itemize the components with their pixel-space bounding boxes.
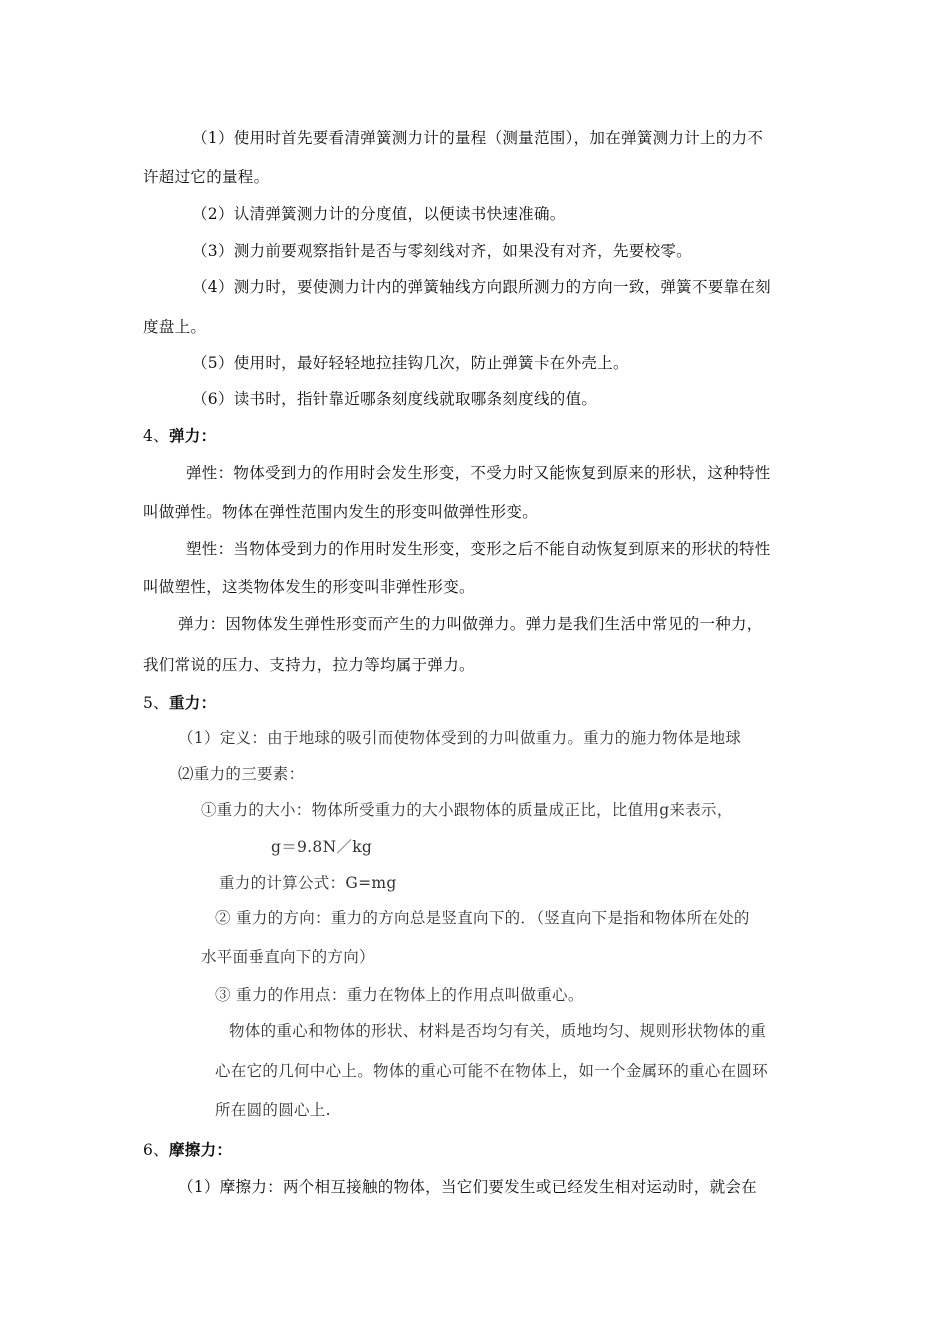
section-number: 4、 (143, 427, 169, 445)
paragraph-line: 所在圆的圆心上. (215, 1101, 331, 1119)
paragraph-line: 弹性：物体受到力的作用时会发生形变，不受力时又能恢复到原来的形状，这种特性 (186, 464, 771, 482)
paragraph-line: （2）认清弹簧测力计的分度值，以便读书快速准确。 (192, 205, 566, 223)
formula-line: g＝9.8N／kg (271, 838, 373, 856)
paragraph-line: （4）测力时，要使测力计内的弹簧轴线方向跟所测力的方向一致，弹簧不要靠在刻 (192, 278, 771, 296)
paragraph-line: （1）摩擦力：两个相互接触的物体，当它们要发生或已经发生相对运动时，就会在 (178, 1178, 757, 1196)
paragraph-line: ①重力的大小：物体所受重力的大小跟物体的质量成正比，比值用g来表示， (201, 801, 733, 819)
section-heading (143, 693, 216, 713)
paragraph-line: （1）定义：由于地球的吸引而使物体受到的力叫做重力。重力的施力物体是地球 (178, 729, 742, 747)
paragraph-line: 弹力：因物体发生弹性形变而产生的力叫做弹力。弹力是我们生活中常见的一种力， (178, 615, 763, 633)
paragraph-line: （5）使用时，最好轻轻地拉挂钩几次，防止弹簧卡在外壳上。 (192, 354, 629, 372)
section-number: 5、 (143, 694, 169, 712)
paragraph-line: ③ 重力的作用点：重力在物体上的作用点叫做重心。 (215, 986, 584, 1004)
paragraph-line: 我们常说的压力、支持力，拉力等均属于弹力。 (143, 656, 475, 674)
paragraph-line: 度盘上。 (143, 318, 207, 336)
paragraph-line: 心在它的几何中心上。物体的重心可能不在物体上，如一个金属环的重心在圆环 (215, 1062, 769, 1080)
paragraph-line: 叫做弹性。物体在弹性范围内发生的形变叫做弹性形变。 (143, 503, 539, 521)
section-title: 摩擦力： (168, 1140, 233, 1159)
paragraph-line: 叫做塑性，这类物体发生的形变叫非弹性形变。 (143, 578, 475, 596)
paragraph-line: 物体的重心和物体的形状、材料是否均匀有关，质地均匀、规则形状物体的重 (229, 1022, 767, 1040)
section-title: 重力： (168, 693, 217, 712)
section-heading (143, 426, 216, 446)
section-title: 弹力： (168, 426, 217, 445)
paragraph-line: 许超过它的量程。 (143, 168, 270, 186)
paragraph-line: （3）测力前要观察指针是否与零刻线对齐，如果没有对齐，先要校零。 (192, 242, 692, 260)
paragraph-line: ② 重力的方向：重力的方向总是竖直向下的．（竖直向下是指和物体所在处的 (215, 909, 750, 927)
paragraph-line: （1）使用时首先要看清弹簧测力计的量程（测量范围），加在弹簧测力计上的力不 (192, 129, 764, 147)
section-number: 6、 (143, 1141, 169, 1159)
formula-line: 重力的计算公式：G=mg (219, 874, 397, 892)
paragraph-line: （6）读书时，指针靠近哪条刻度线就取哪条刻度线的值。 (192, 390, 598, 408)
section-heading (143, 1140, 232, 1160)
paragraph-line: 塑性：当物体受到力的作用时发生形变，变形之后不能自动恢复到原来的形状的特性 (186, 540, 771, 558)
paragraph-line: ⑵重力的三要素： (178, 765, 305, 783)
paragraph-line: 水平面垂直向下的方向） (201, 948, 375, 966)
